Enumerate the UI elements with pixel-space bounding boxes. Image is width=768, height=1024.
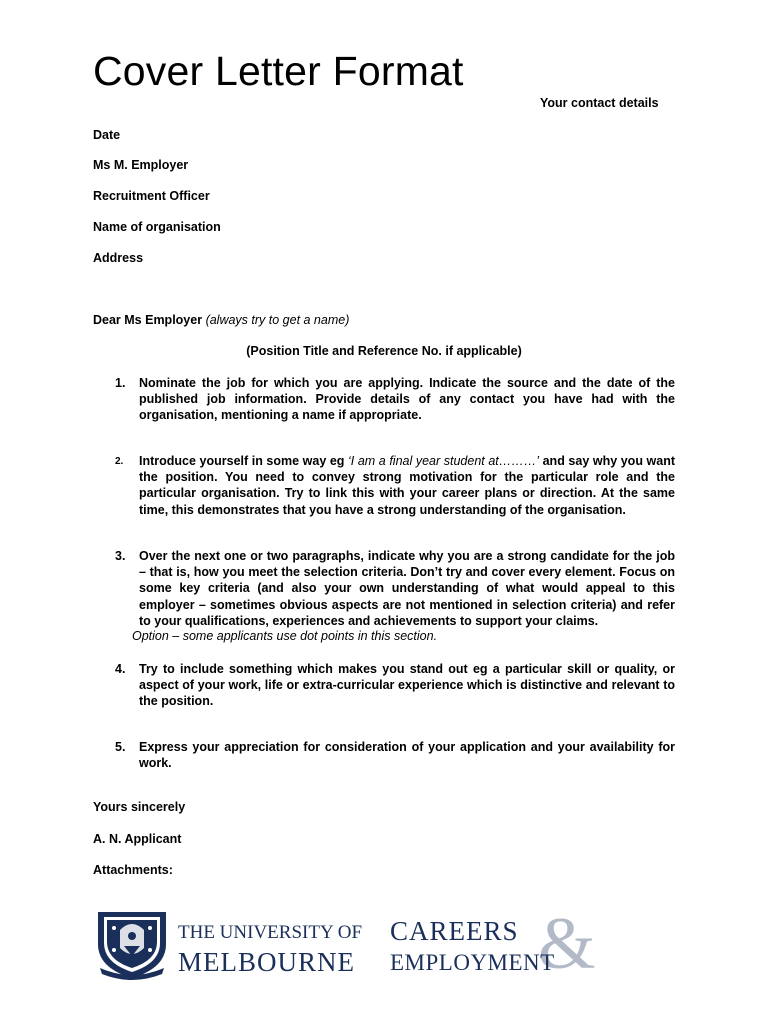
emphasis: selection criteria: [303, 565, 404, 580]
list-item-body: [139, 375, 675, 424]
text-run: for consideration of your application and your availability for work.: [139, 740, 675, 771]
recipient-line: Ms M. Employer: [93, 158, 189, 172]
option-note: Option – some applicants use dot points in this section.: [132, 629, 438, 643]
attachments-label: Attachments:: [93, 863, 173, 877]
position-title: (Position Title and Reference No. if applicable): [246, 344, 522, 358]
list-item-body: [139, 739, 675, 771]
emphasis: Nominate the job: [139, 376, 246, 390]
text-run: . Don’t try and cover every element. Focus on some key criteria (and also your own understanding of what would appeal to this employer – sometimes obvious aspects are not mentioned in selection criteria) and refer to your qualifications, experiences and achievements to support your claims.: [139, 565, 675, 628]
text-run: eg a particular skill or quality, or aspect of your work, life or extra-curricular experience which is distinctive and relevant to the position.: [139, 662, 675, 709]
text-run: Try to include something which makes you: [139, 662, 410, 676]
list-item-body: [139, 548, 675, 629]
list-item: [93, 548, 675, 629]
text-run: Express your: [139, 740, 225, 754]
emphasis: motivation: [409, 470, 473, 485]
list-item-number: 5.: [115, 740, 126, 754]
ampersand-mark: &: [538, 908, 596, 980]
organisation-line: Name of organisation: [93, 220, 221, 234]
text-run: Over the next one or two paragraphs, indicate why you are a strong candidate for the job – that is, how you meet the: [139, 549, 675, 580]
salutation-note: (always try to get a name): [205, 313, 350, 327]
list-item-number: 2.: [115, 456, 124, 467]
signoff: Yours sincerely: [93, 800, 186, 814]
list-item: [93, 375, 675, 424]
date-line: Date: [93, 128, 121, 142]
list-item: [93, 453, 675, 518]
list-item-number: 4.: [115, 662, 126, 676]
list-item-number: 1.: [115, 376, 126, 390]
text-run: in some way eg: [248, 454, 349, 468]
list-item-number: 3.: [115, 549, 126, 563]
emphasis: any contact: [439, 392, 515, 407]
contact-details: Your contact details: [540, 96, 659, 110]
university-name-line2: MELBOURNE: [178, 947, 355, 977]
list-item: [93, 739, 675, 771]
text-run: you have had with the organisation, mentioning a name if appropriate.: [139, 392, 676, 423]
address-line: Address: [93, 251, 144, 265]
italic-example: ‘I am a final year student at………’: [348, 454, 540, 468]
text-run: for the particular role and the particular organisation. Try to link this with your career plans or direction. At the same time, this demonstrates that you have a strong understanding of the organisation.: [139, 470, 675, 517]
emphasis: appreciation: [224, 740, 299, 754]
emphasis: stand out: [409, 662, 468, 676]
applicant-name: A. N. Applicant: [93, 832, 182, 846]
list-item: [93, 661, 675, 710]
text-run: and say why you want the position. You need to convey strong: [139, 454, 676, 485]
careers-line1: CAREERS: [390, 916, 519, 946]
university-crest-icon: [98, 912, 166, 980]
university-name-line1: THE UNIVERSITY OF: [178, 922, 363, 943]
page-title: Cover Letter Format: [93, 48, 464, 94]
salutation: [93, 313, 349, 327]
careers-employment-logo: [388, 908, 600, 980]
list-item-body: [139, 661, 675, 710]
university-logo: [94, 908, 364, 980]
list-item-body: [139, 453, 675, 518]
careers-line2: EMPLOYMENT: [390, 950, 555, 975]
emphasis: Introduce yourself: [139, 454, 249, 468]
salutation-text: Dear Ms Employer: [93, 313, 203, 327]
text-run: for which you are applying. Indicate the source and the date of the published job information. Provide details of: [139, 376, 675, 407]
role-line: Recruitment Officer: [93, 189, 210, 203]
